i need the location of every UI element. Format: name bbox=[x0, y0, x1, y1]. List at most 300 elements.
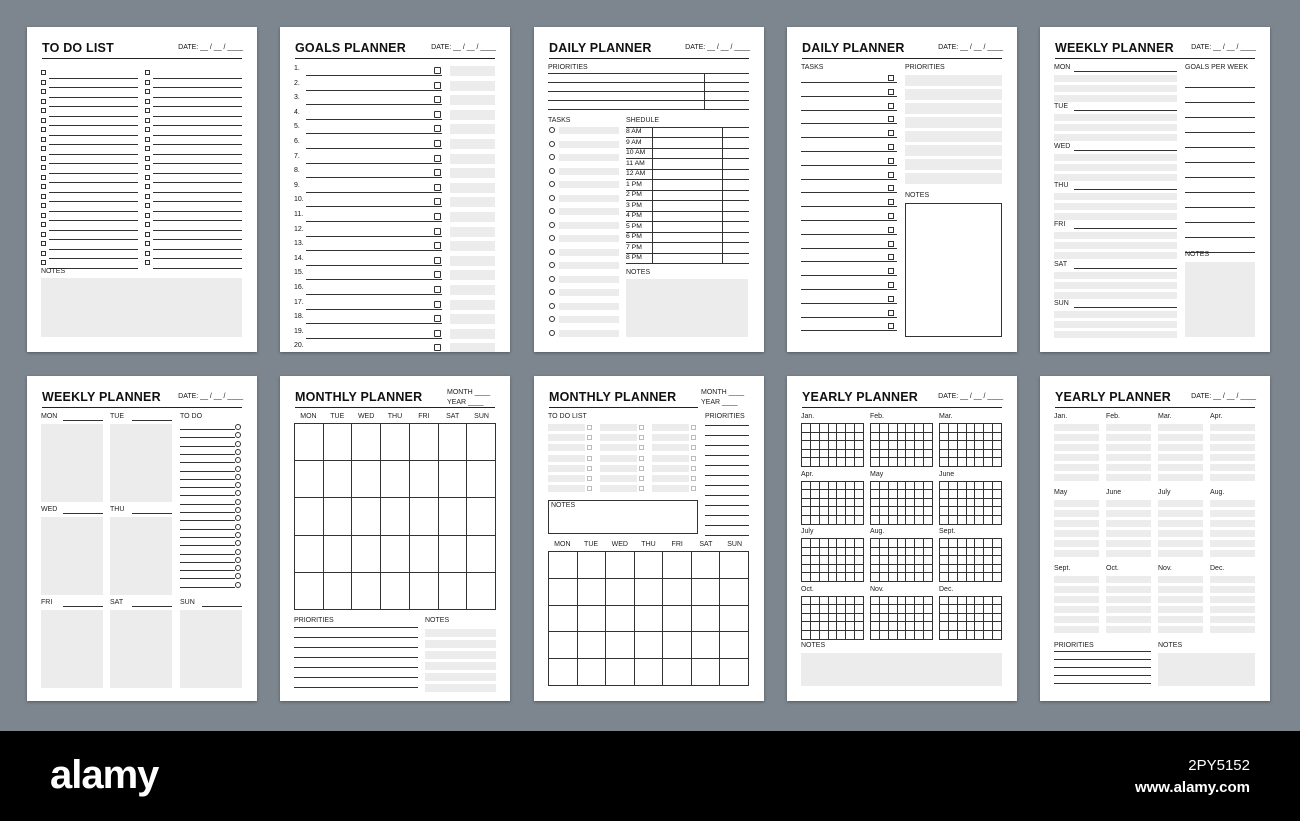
day-cell[interactable] bbox=[871, 622, 880, 631]
checkbox[interactable] bbox=[691, 476, 696, 481]
day-cell[interactable] bbox=[984, 556, 993, 565]
day-area[interactable] bbox=[1054, 154, 1177, 184]
task-line[interactable] bbox=[801, 96, 897, 97]
goal-line[interactable] bbox=[306, 294, 442, 295]
calendar-day-cell[interactable] bbox=[323, 572, 352, 609]
goal-note-field[interactable] bbox=[450, 329, 495, 339]
checkbox[interactable] bbox=[145, 70, 150, 75]
month-line[interactable] bbox=[1210, 474, 1255, 481]
day-cell[interactable] bbox=[948, 630, 957, 639]
day-cell[interactable] bbox=[984, 630, 993, 639]
checkbox[interactable] bbox=[888, 199, 894, 205]
day-area[interactable] bbox=[1054, 272, 1177, 302]
day-cell[interactable] bbox=[828, 481, 837, 490]
day-cell[interactable] bbox=[828, 432, 837, 441]
day-cell[interactable] bbox=[915, 613, 924, 622]
todo-bullet[interactable] bbox=[235, 582, 241, 588]
month-line[interactable] bbox=[1054, 454, 1099, 461]
day-cell[interactable] bbox=[810, 539, 819, 548]
month-line[interactable] bbox=[1054, 434, 1099, 441]
day-cell[interactable] bbox=[940, 596, 949, 605]
day-cell[interactable] bbox=[906, 481, 915, 490]
day-cell[interactable] bbox=[957, 458, 966, 467]
checkbox[interactable] bbox=[41, 70, 46, 75]
day-cell[interactable] bbox=[879, 432, 888, 441]
checkbox[interactable] bbox=[145, 232, 150, 237]
day-cell[interactable] bbox=[802, 573, 811, 582]
goal-line[interactable] bbox=[306, 265, 442, 266]
month-line[interactable] bbox=[1054, 510, 1099, 517]
month-line[interactable] bbox=[1106, 586, 1151, 593]
todo-column-left[interactable] bbox=[49, 69, 138, 269]
checkbox[interactable] bbox=[145, 203, 150, 208]
day-cell[interactable] bbox=[846, 449, 855, 458]
day-cell[interactable] bbox=[948, 481, 957, 490]
checkbox[interactable] bbox=[145, 89, 150, 94]
month-area[interactable] bbox=[1106, 424, 1151, 484]
month-line[interactable] bbox=[1106, 550, 1151, 557]
calendar-day-cell[interactable] bbox=[691, 605, 720, 632]
day-cell[interactable] bbox=[906, 515, 915, 524]
day-cell[interactable] bbox=[855, 515, 864, 524]
day-cell[interactable] bbox=[855, 547, 864, 556]
month-line[interactable] bbox=[1158, 510, 1203, 517]
day-cell[interactable] bbox=[915, 441, 924, 450]
calendar-day-cell[interactable] bbox=[467, 572, 496, 609]
todo-bullet[interactable] bbox=[235, 449, 241, 455]
day-cell[interactable] bbox=[837, 515, 846, 524]
task-line[interactable] bbox=[801, 206, 897, 207]
day-cell[interactable] bbox=[837, 630, 846, 639]
calendar-day-cell[interactable] bbox=[295, 461, 324, 498]
day-cell[interactable] bbox=[915, 622, 924, 631]
day-cell[interactable] bbox=[906, 630, 915, 639]
site-url[interactable]: www.alamy.com bbox=[1134, 779, 1250, 796]
todo-line[interactable] bbox=[153, 79, 242, 89]
day-cell[interactable] bbox=[924, 596, 933, 605]
goal-note-field[interactable] bbox=[450, 110, 495, 120]
day-cell[interactable] bbox=[906, 458, 915, 467]
todo-line[interactable] bbox=[49, 155, 138, 165]
day-cell[interactable] bbox=[924, 556, 933, 565]
day-cell[interactable] bbox=[940, 458, 949, 467]
day-cell[interactable] bbox=[810, 573, 819, 582]
month-calendar-grid[interactable] bbox=[294, 423, 496, 610]
day-cell[interactable] bbox=[957, 539, 966, 548]
day-cell[interactable] bbox=[810, 432, 819, 441]
month-line[interactable] bbox=[1054, 520, 1099, 527]
day-cell[interactable] bbox=[948, 539, 957, 548]
priorities-lines[interactable] bbox=[1054, 644, 1151, 684]
day-cell[interactable] bbox=[879, 498, 888, 507]
checkbox[interactable] bbox=[145, 137, 150, 142]
checkbox[interactable] bbox=[691, 456, 696, 461]
task-line[interactable] bbox=[801, 261, 897, 262]
todo-line[interactable] bbox=[49, 117, 138, 127]
date-field[interactable]: DATE: __ / __ / ____ bbox=[1191, 393, 1256, 400]
day-line[interactable] bbox=[1054, 95, 1177, 102]
day-cell[interactable] bbox=[888, 490, 897, 499]
day-cell[interactable] bbox=[940, 630, 949, 639]
month-area[interactable] bbox=[1210, 576, 1255, 636]
day-cell[interactable] bbox=[897, 515, 906, 524]
day-cell[interactable] bbox=[984, 507, 993, 516]
day-cell[interactable] bbox=[888, 564, 897, 573]
day-cell[interactable] bbox=[957, 556, 966, 565]
month-line[interactable] bbox=[1210, 510, 1255, 517]
todo-field[interactable] bbox=[548, 465, 585, 472]
day-area[interactable] bbox=[1054, 232, 1177, 262]
checkbox[interactable] bbox=[434, 125, 441, 132]
checkbox[interactable] bbox=[145, 175, 150, 180]
day-cell[interactable] bbox=[828, 490, 837, 499]
goal-note-field[interactable] bbox=[450, 139, 495, 149]
day-cell[interactable] bbox=[819, 481, 828, 490]
day-cell[interactable] bbox=[957, 490, 966, 499]
day-cell[interactable] bbox=[984, 613, 993, 622]
day-cell[interactable] bbox=[915, 449, 924, 458]
day-cell[interactable] bbox=[984, 458, 993, 467]
goal-note-field[interactable] bbox=[450, 81, 495, 91]
day-cell[interactable] bbox=[879, 539, 888, 548]
day-cell[interactable] bbox=[993, 556, 1002, 565]
calendar-day-cell[interactable] bbox=[352, 461, 381, 498]
day-cell[interactable] bbox=[940, 507, 949, 516]
checkbox[interactable] bbox=[888, 323, 894, 329]
day-cell[interactable] bbox=[984, 490, 993, 499]
goal-line[interactable] bbox=[306, 206, 442, 207]
day-cell[interactable] bbox=[810, 547, 819, 556]
todo-bullet[interactable] bbox=[235, 565, 241, 571]
goals-lines[interactable] bbox=[1185, 73, 1255, 253]
day-cell[interactable] bbox=[846, 424, 855, 433]
day-cell[interactable] bbox=[810, 613, 819, 622]
todo-line[interactable] bbox=[180, 487, 235, 488]
day-cell[interactable] bbox=[924, 573, 933, 582]
checkbox[interactable] bbox=[41, 165, 46, 170]
day-cell[interactable] bbox=[879, 481, 888, 490]
day-line[interactable] bbox=[1054, 193, 1177, 200]
day-cell[interactable] bbox=[855, 481, 864, 490]
todo-field[interactable] bbox=[652, 455, 689, 462]
day-cell[interactable] bbox=[819, 515, 828, 524]
day-cell[interactable] bbox=[906, 573, 915, 582]
month-line[interactable] bbox=[1054, 576, 1099, 583]
todo-line[interactable] bbox=[153, 240, 242, 250]
checkbox[interactable] bbox=[888, 185, 894, 191]
day-cell[interactable] bbox=[810, 458, 819, 467]
day-cell[interactable] bbox=[897, 622, 906, 631]
day-cell[interactable] bbox=[828, 547, 837, 556]
day-cell[interactable] bbox=[846, 596, 855, 605]
todo-line[interactable] bbox=[49, 193, 138, 203]
day-cell[interactable] bbox=[957, 507, 966, 516]
day-cell[interactable] bbox=[957, 573, 966, 582]
day-cell[interactable] bbox=[837, 498, 846, 507]
month-line[interactable] bbox=[1106, 500, 1151, 507]
day-cell[interactable] bbox=[846, 458, 855, 467]
day-cell[interactable] bbox=[871, 630, 880, 639]
day-cell[interactable] bbox=[802, 481, 811, 490]
calendar-day-cell[interactable] bbox=[720, 659, 749, 686]
day-cell[interactable] bbox=[846, 441, 855, 450]
goal-note-field[interactable] bbox=[450, 314, 495, 324]
day-cell[interactable] bbox=[993, 458, 1002, 467]
notes-area[interactable] bbox=[1185, 262, 1255, 337]
day-cell[interactable] bbox=[888, 458, 897, 467]
month-line[interactable] bbox=[1054, 626, 1099, 633]
day-cell[interactable] bbox=[924, 498, 933, 507]
day-cell[interactable] bbox=[879, 573, 888, 582]
calendar-day-cell[interactable] bbox=[691, 659, 720, 686]
day-cell[interactable] bbox=[993, 441, 1002, 450]
day-cell[interactable] bbox=[948, 556, 957, 565]
checkbox[interactable] bbox=[434, 184, 441, 191]
month-line[interactable] bbox=[1106, 530, 1151, 537]
day-line[interactable] bbox=[1054, 164, 1177, 171]
day-cell[interactable] bbox=[871, 481, 880, 490]
day-cell[interactable] bbox=[855, 490, 864, 499]
day-cell[interactable] bbox=[819, 630, 828, 639]
day-cell[interactable] bbox=[802, 458, 811, 467]
goal-note-field[interactable] bbox=[450, 168, 495, 178]
todo-line[interactable] bbox=[153, 117, 242, 127]
checkbox[interactable] bbox=[41, 222, 46, 227]
day-cell[interactable] bbox=[993, 432, 1002, 441]
day-line[interactable] bbox=[1054, 252, 1177, 259]
todo-bullet[interactable] bbox=[235, 474, 241, 480]
goal-line[interactable] bbox=[306, 250, 442, 251]
day-cell[interactable] bbox=[828, 630, 837, 639]
todo-bullet[interactable] bbox=[235, 549, 241, 555]
day-line[interactable] bbox=[1054, 124, 1177, 131]
day-cell[interactable] bbox=[957, 424, 966, 433]
checkbox[interactable] bbox=[888, 241, 894, 247]
day-cell[interactable] bbox=[810, 556, 819, 565]
todo-line[interactable] bbox=[153, 136, 242, 146]
month-mini-grid[interactable] bbox=[801, 423, 864, 467]
checkbox[interactable] bbox=[434, 169, 441, 176]
day-cell[interactable] bbox=[855, 630, 864, 639]
checkbox[interactable] bbox=[888, 89, 894, 95]
day-cell[interactable] bbox=[924, 424, 933, 433]
month-line[interactable] bbox=[1210, 586, 1255, 593]
todo-bullet[interactable] bbox=[235, 515, 241, 521]
time-row[interactable] bbox=[626, 190, 749, 191]
task-line[interactable] bbox=[801, 289, 897, 290]
checkbox[interactable] bbox=[888, 130, 894, 136]
todo-line[interactable] bbox=[180, 570, 235, 571]
month-area[interactable] bbox=[1106, 576, 1151, 636]
day-cell[interactable] bbox=[984, 605, 993, 614]
goal-line[interactable] bbox=[306, 338, 442, 339]
day-cell[interactable] bbox=[897, 539, 906, 548]
day-cell[interactable] bbox=[855, 539, 864, 548]
day-cell[interactable] bbox=[957, 613, 966, 622]
goal-line[interactable] bbox=[306, 279, 442, 280]
day-cell[interactable] bbox=[940, 490, 949, 499]
todo-line[interactable] bbox=[180, 454, 235, 455]
day-cell[interactable] bbox=[819, 613, 828, 622]
todo-field[interactable] bbox=[652, 434, 689, 441]
day-cell[interactable] bbox=[828, 622, 837, 631]
calendar-day-cell[interactable] bbox=[323, 535, 352, 572]
checkbox[interactable] bbox=[691, 425, 696, 430]
day-cell[interactable] bbox=[966, 630, 975, 639]
day-cell[interactable] bbox=[802, 432, 811, 441]
todo-line[interactable] bbox=[180, 479, 235, 480]
todo-line[interactable] bbox=[49, 69, 138, 79]
goal-note-field[interactable] bbox=[450, 66, 495, 76]
checkbox[interactable] bbox=[434, 67, 441, 74]
goal-line[interactable] bbox=[306, 309, 442, 310]
day-cell[interactable] bbox=[819, 490, 828, 499]
day-cell[interactable] bbox=[915, 605, 924, 614]
calendar-day-cell[interactable] bbox=[352, 572, 381, 609]
day-cell[interactable] bbox=[879, 441, 888, 450]
time-row[interactable] bbox=[626, 253, 749, 254]
todo-line[interactable] bbox=[49, 221, 138, 231]
day-area[interactable] bbox=[1054, 114, 1177, 144]
day-cell[interactable] bbox=[879, 458, 888, 467]
checkbox[interactable] bbox=[639, 425, 644, 430]
goal-note-field[interactable] bbox=[450, 212, 495, 222]
day-cell[interactable] bbox=[802, 556, 811, 565]
month-line[interactable] bbox=[1106, 626, 1151, 633]
day-cell[interactable] bbox=[871, 515, 880, 524]
day-cell[interactable] bbox=[948, 564, 957, 573]
day-cell[interactable] bbox=[948, 432, 957, 441]
todo-line[interactable] bbox=[153, 145, 242, 155]
calendar-day-cell[interactable] bbox=[691, 632, 720, 659]
day-cell[interactable] bbox=[855, 424, 864, 433]
month-line[interactable] bbox=[1054, 616, 1099, 623]
todo-field[interactable] bbox=[652, 465, 689, 472]
goal-line[interactable] bbox=[306, 104, 442, 105]
todo-bullet[interactable] bbox=[235, 466, 241, 472]
todo-list[interactable] bbox=[27, 376, 257, 701]
month-line[interactable] bbox=[1158, 550, 1203, 557]
todo-field[interactable] bbox=[548, 455, 585, 462]
day-cell[interactable] bbox=[975, 573, 984, 582]
checkbox[interactable] bbox=[434, 286, 441, 293]
month-line[interactable] bbox=[1210, 550, 1255, 557]
todo-bullet[interactable] bbox=[235, 432, 241, 438]
day-cell[interactable] bbox=[948, 498, 957, 507]
day-cell[interactable] bbox=[837, 622, 846, 631]
day-cell[interactable] bbox=[984, 539, 993, 548]
todo-field[interactable] bbox=[600, 434, 637, 441]
day-cell[interactable] bbox=[957, 498, 966, 507]
task-line[interactable] bbox=[801, 248, 897, 249]
calendar-day-cell[interactable] bbox=[438, 498, 467, 535]
goal-line[interactable] bbox=[306, 119, 442, 120]
todo-field[interactable] bbox=[652, 485, 689, 492]
checkbox[interactable] bbox=[41, 203, 46, 208]
day-cell[interactable] bbox=[810, 564, 819, 573]
day-cell[interactable] bbox=[871, 564, 880, 573]
calendar-day-cell[interactable] bbox=[409, 572, 438, 609]
day-cell[interactable] bbox=[906, 441, 915, 450]
day-cell[interactable] bbox=[837, 613, 846, 622]
todo-line[interactable] bbox=[180, 512, 235, 513]
checkbox[interactable] bbox=[41, 99, 46, 104]
calendar-day-cell[interactable] bbox=[663, 578, 692, 605]
day-cell[interactable] bbox=[915, 547, 924, 556]
day-cell[interactable] bbox=[855, 564, 864, 573]
checkbox[interactable] bbox=[41, 146, 46, 151]
month-area[interactable] bbox=[1158, 500, 1203, 560]
day-cell[interactable] bbox=[906, 498, 915, 507]
calendar-day-cell[interactable] bbox=[634, 632, 663, 659]
day-cell[interactable] bbox=[837, 596, 846, 605]
day-cell[interactable] bbox=[940, 515, 949, 524]
day-area[interactable] bbox=[1054, 75, 1177, 105]
notes-area[interactable] bbox=[41, 278, 242, 337]
day-cell[interactable] bbox=[802, 596, 811, 605]
month-line[interactable] bbox=[1054, 530, 1099, 537]
month-line[interactable] bbox=[1054, 464, 1099, 471]
day-cell[interactable] bbox=[855, 556, 864, 565]
day-cell[interactable] bbox=[966, 449, 975, 458]
day-cell[interactable] bbox=[975, 481, 984, 490]
day-cell[interactable] bbox=[810, 515, 819, 524]
calendar-day-cell[interactable] bbox=[606, 605, 635, 632]
goal-line[interactable] bbox=[306, 163, 442, 164]
goal-note-field[interactable] bbox=[450, 256, 495, 266]
todo-line[interactable] bbox=[180, 537, 235, 538]
goal-note-field[interactable] bbox=[450, 197, 495, 207]
day-cell[interactable] bbox=[915, 556, 924, 565]
day-cell[interactable] bbox=[819, 498, 828, 507]
month-line[interactable] bbox=[1210, 576, 1255, 583]
day-cell[interactable] bbox=[828, 564, 837, 573]
todo-bullet[interactable] bbox=[235, 540, 241, 546]
day-cell[interactable] bbox=[819, 573, 828, 582]
month-line[interactable] bbox=[1106, 596, 1151, 603]
day-cell[interactable] bbox=[871, 498, 880, 507]
day-cell[interactable] bbox=[888, 596, 897, 605]
day-cell[interactable] bbox=[855, 432, 864, 441]
day-cell[interactable] bbox=[837, 605, 846, 614]
checkbox[interactable] bbox=[691, 486, 696, 491]
day-cell[interactable] bbox=[828, 556, 837, 565]
todo-line[interactable] bbox=[153, 250, 242, 260]
calendar-day-cell[interactable] bbox=[467, 461, 496, 498]
todo-bullet[interactable] bbox=[235, 482, 241, 488]
day-cell[interactable] bbox=[855, 596, 864, 605]
task-line[interactable] bbox=[801, 179, 897, 180]
day-cell[interactable] bbox=[975, 547, 984, 556]
day-cell[interactable] bbox=[846, 613, 855, 622]
day-cell[interactable] bbox=[855, 573, 864, 582]
day-cell[interactable] bbox=[906, 507, 915, 516]
month-area[interactable] bbox=[1054, 500, 1099, 560]
day-cell[interactable] bbox=[948, 515, 957, 524]
checkbox[interactable] bbox=[145, 156, 150, 161]
priorities-lines[interactable] bbox=[294, 618, 418, 688]
day-cell[interactable] bbox=[915, 498, 924, 507]
day-cell[interactable] bbox=[819, 441, 828, 450]
day-line[interactable] bbox=[1054, 154, 1177, 161]
goal-line[interactable] bbox=[306, 236, 442, 237]
todo-line[interactable] bbox=[49, 174, 138, 184]
checkbox[interactable] bbox=[41, 156, 46, 161]
day-cell[interactable] bbox=[802, 515, 811, 524]
day-cell[interactable] bbox=[948, 449, 957, 458]
date-field[interactable]: DATE: __ / __ / ____ bbox=[431, 44, 496, 51]
day-cell[interactable] bbox=[888, 613, 897, 622]
